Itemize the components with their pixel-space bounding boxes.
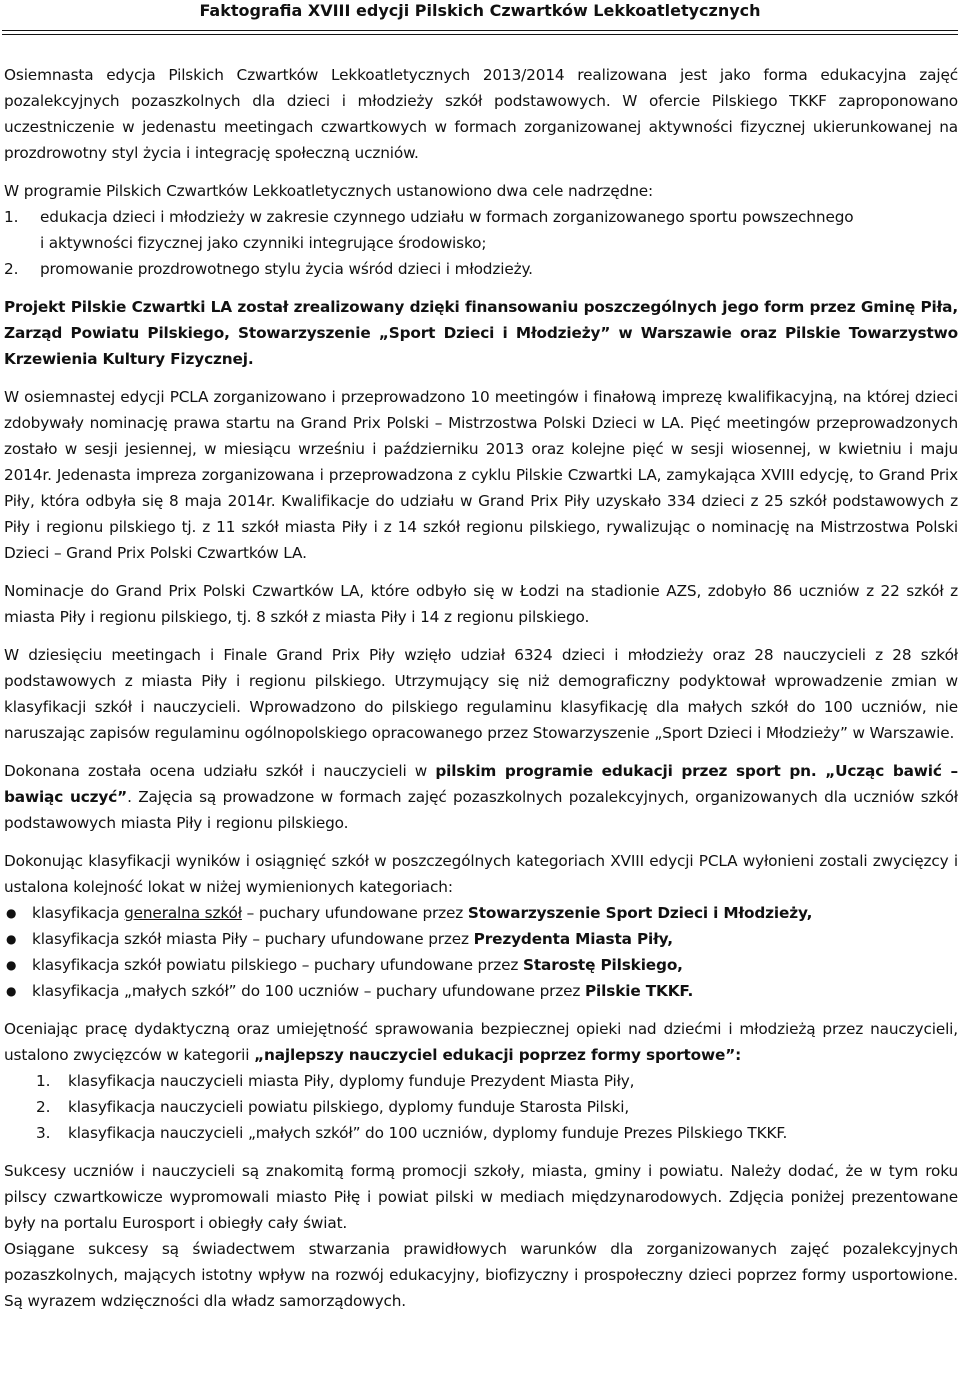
teachers-item [4, 1068, 958, 1094]
teachers-item [4, 1120, 958, 1146]
teachers-item-text: klasyfikacja nauczycieli miasta Piły, dyplomy funduje Prezydent Miasta Piły, [68, 1072, 635, 1090]
classification-intro: Dokonując klasyfikacji wyników i osiągnięć szkół w poszczególnych kategoriach XVIII edycji PCLA wyłonieni zostali zwycięzcy i ustalona kolejność lokat w niżej wymienionych kategoriach: [4, 852, 958, 896]
meetings-paragraph: W osiemnastej edycji PCLA zorganizowano i przeprowadzono 10 meetingów i finałową imprezę kwalifikacyjną, na której dzieci zdobywały nominację prawa startu na Grand Prix Polski – Mistrzostwa Polski Dzieci w LA. Pięć meetingów przeprowadzonych zostało w sesji jesiennej, w miesiącu wrześniu i październiku 2013 oraz kolejne pięć w sesji wiosennej, w kwietniu i maju 2014r. Jedenasta impreza zorganizowana i przeprowadzona z cyklu Pilskie Czwartki LA, zamykająca XVIII edycję, to Grand Prix Piły, która odbyła się 8 maja 2014r. Kwalifikacje do udziału w Grand Prix Piły uzyskało 334 dzieci z 25 szkół podstawowych z Piły i regionu pilskiego tj. z 11 szkół miasta Piły i z 14 szkół regionu pilskiego, rywalizując o nominację na Mistrzostwa Polski Dzieci – Grand Prix Polski Czwartków LA. [4, 388, 958, 562]
program-name: pilskim programie edukacji przez sport pn. „Ucząc bawić – bawiąc uczyć” [4, 762, 958, 806]
funding-paragraph: Projekt Pilskie Czwartki LA został zrealizowany dzięki finansowaniu poszczególnych jego form przez Gminę Piła, Zarząd Powiatu Pilskiego, Stowarzyszenie „Sport Dzieci i Młodzieży” w Warszawie oraz Pilskie Towarzystwo Krzewienia Kultury Fizycznej. [4, 298, 958, 368]
classification-sponsor: Starostę Pilskiego, [523, 956, 683, 974]
classification-text: klasyfikacja szkół powiatu pilskiego – puchary ufundowane przez [32, 956, 523, 974]
teachers-list [4, 1068, 958, 1146]
teachers-paragraph [4, 1016, 958, 1068]
classification-item [4, 900, 958, 926]
teachers-item-text: klasyfikacja nauczycieli powiatu pilskiego, dyplomy funduje Starosta Pilski, [68, 1098, 630, 1116]
participation-paragraph: W dziesięciu meetingach i Finale Grand Prix Piły wzięło udział 6324 dzieci i młodzieży oraz 28 nauczycieli z 28 szkół podstawowych z miasta Piły i regionu pilskiego. Utrzymujący się niż demograficzny podyktował wprowadzenie zmian w klasyfikacji szkół i nauczycieli. Wprowadzono do pilskiego regulaminu klasyfikację dla małych szkół do 100 uczniów, nie naruszając zapisów regulaminu ogólnopolskiego opracowanego przez Stowarzyszenie „Sport Dzieci i Młodzieży” w Warszawie. [4, 646, 958, 742]
classification-text: klasyfikacja szkół miasta Piły – puchary ufundowane przez [32, 930, 474, 948]
page-header [0, 0, 960, 25]
bullet-icon: ● [6, 932, 17, 946]
closing-paragraph: Osiągane sukcesy są świadectwem stwarzania prawidłowych warunków dla zorganizowanych zajęć pozalekcyjnych pozaszkolnych, mających istotny wpływ na rozwój edukacyjny, biofizyczny i prospołeczny dzieci poprzez formy usportowione. Są wyrazem wdzięczności dla władz samorządowych. [4, 1240, 958, 1310]
goal-number: 1. [4, 208, 19, 226]
classification-text-mid: – puchary ufundowane przez [241, 904, 468, 922]
classification-text: klasyfikacja „małych szkół” do 100 uczniów – puchary ufundowane przez [32, 982, 585, 1000]
nominations-paragraph: Nominacje do Grand Prix Polski Czwartków LA, które odbyło się w Łodzi na stadionie AZS, zdobyło 86 uczniów z 22 szkół z miasta Piły i regionu pilskiego, tj. 8 szkół z miasta Piły i 14 z regionu pilskiego. [4, 582, 958, 626]
teachers-item [4, 1094, 958, 1120]
classification-sponsor: Prezydenta Miasta Piły, [473, 930, 673, 948]
teachers-item-text: klasyfikacja nauczycieli „małych szkół” do 100 uczniów, dyplomy funduje Prezes Pilskiego TKKF. [68, 1124, 788, 1142]
document-body [4, 62, 958, 1314]
successes-paragraph: Sukcesy uczniów i nauczycieli są znakomitą formą promocji szkoły, miasta, gminy i powiatu. Należy dodać, że w tym roku pilscy czwartkowicze wypromowali miasto Piłę i powiat pilski w mediach międzynarodowych. Zdjęcia poniżej prezentowane były na portalu Eurosport i obiegły cały świat. [4, 1162, 958, 1232]
goal-item [4, 204, 958, 256]
bullet-icon: ● [6, 958, 17, 972]
goals-list [4, 204, 958, 282]
bullet-icon: ● [6, 984, 17, 998]
classification-sponsor: Stowarzyszenie Sport Dzieci i Młodzieży, [467, 904, 813, 922]
teachers-text: Oceniając pracę dydaktyczną oraz umiejętność sprawowania bezpiecznej opieki nad dziećmi i młodzieżą przez nauczycieli, ustalono zwycięzców w kategorii [4, 1020, 958, 1064]
teachers-item-number: 1. [36, 1072, 51, 1090]
classification-list [4, 900, 958, 1004]
classification-sponsor: Pilskie TKKF. [585, 982, 694, 1000]
goals-heading: W programie Pilskich Czwartków Lekkoatletycznych ustanowiono dwa cele nadrzędne: [4, 182, 654, 200]
classification-underlined: generalna szkół [124, 904, 242, 922]
evaluation-paragraph [4, 758, 958, 836]
intro-paragraph: Osiemnasta edycja Pilskich Czwartków Lekkoatletycznych 2013/2014 realizowana jest jako forma edukacyjna zajęć pozalekcyjnych pozaszkolnych dla dzieci i młodzieży szkół podstawowych. W ofercie Pilskiego TKKF zaproponowano uczestniczenie w jedenastu meetingach czwartkowych w formach zorganizowanej aktywności fizycznej ukierunkowanej na prozdrowotny styl życia i integrację społeczną uczniów. [4, 66, 958, 162]
classification-item [4, 952, 958, 978]
teachers-category: „najlepszy nauczyciel edukacji poprzez formy sportowe”: [254, 1046, 742, 1064]
bullet-icon: ● [6, 906, 17, 920]
teachers-item-number: 2. [36, 1098, 51, 1116]
header-divider-top [2, 30, 958, 31]
classification-text: klasyfikacja [32, 904, 125, 922]
teachers-item-number: 3. [36, 1124, 51, 1142]
goal-item [4, 256, 958, 282]
goal-number: 2. [4, 260, 19, 278]
header-title: Faktografia XVIII edycji Pilskich Czwartków Lekkoatletycznych [199, 1, 761, 20]
evaluation-text: Dokonana została ocena udziału szkół i nauczycieli w [4, 762, 436, 780]
evaluation-text-end: . Zajęcia są prowadzone w formach zajęć pozaszkolnych pozalekcyjnych, organizowanych dla uczniów szkół podstawowych miasta Piły i regionu pilskiego. [4, 788, 959, 832]
goal-text: edukacja dzieci i młodzieży w zakresie czynnego udziału w formach zorganizowanego sportu powszechnego [40, 208, 854, 226]
header-divider-bottom [2, 34, 958, 35]
goal-text-continued: i aktywności fizycznej jako czynniki integrujące środowisko; [40, 234, 487, 252]
goal-text: promowanie prozdrowotnego stylu życia wśród dzieci i młodzieży. [40, 260, 533, 278]
classification-item [4, 978, 958, 1004]
classification-item [4, 926, 958, 952]
